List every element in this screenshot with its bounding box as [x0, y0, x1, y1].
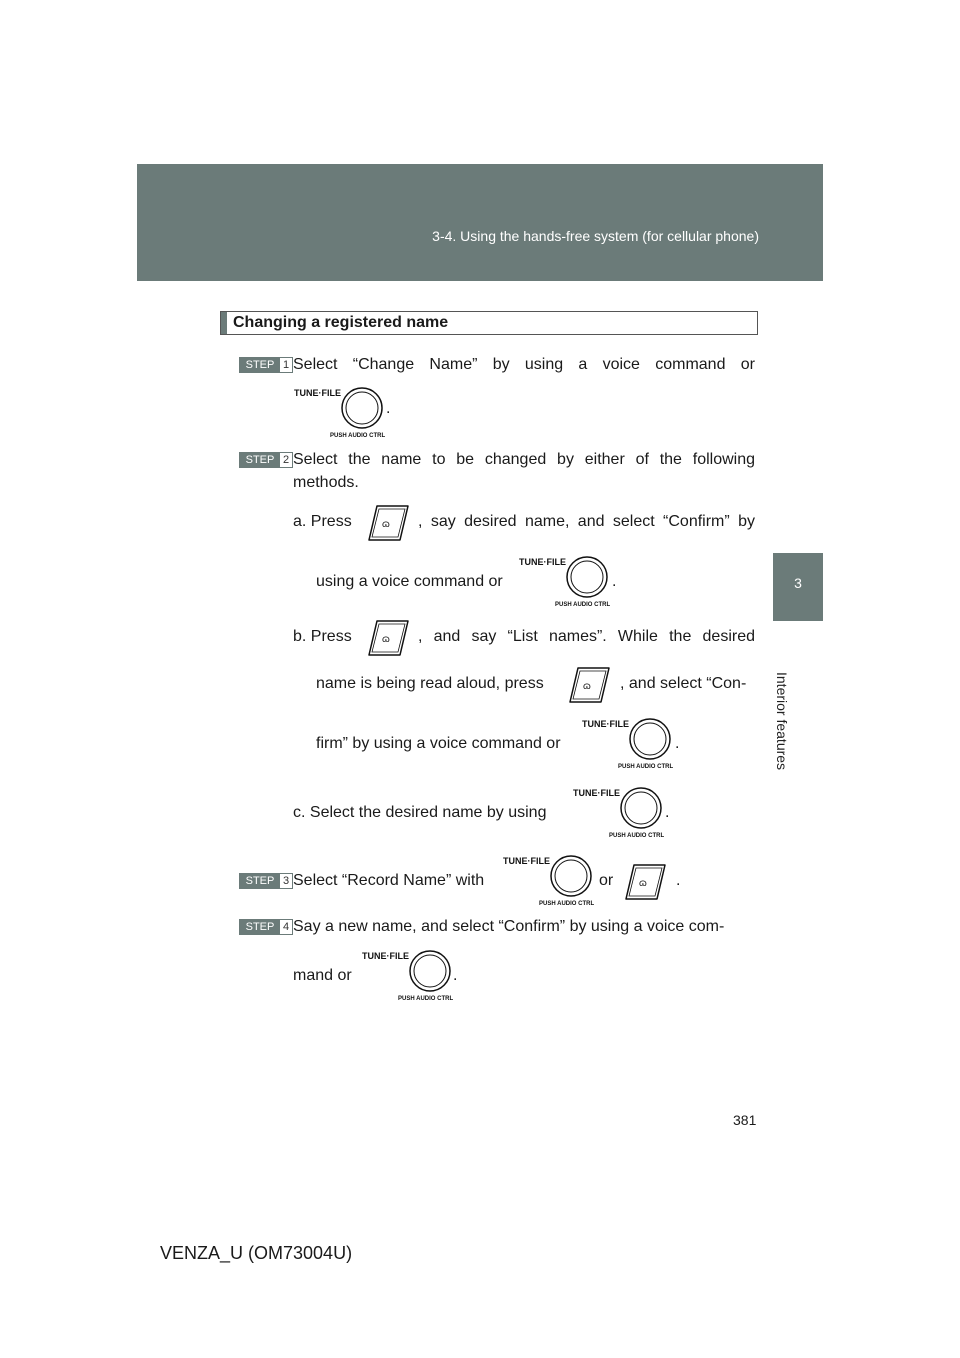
knob-bottom-label: PUSH AUDIO CTRL [539, 901, 595, 907]
step3-text-b: or [599, 872, 614, 889]
knob-top-label: TUNE·FILE [503, 856, 550, 866]
method-a-line1-pre: a. Press [293, 513, 352, 530]
heading-accent-bar [221, 312, 227, 334]
talk-switch-icon [365, 618, 411, 658]
step-label: STEP [240, 874, 280, 888]
step4-line2: mand or [293, 967, 352, 984]
method-c-line1: c. Select the desired name by using [293, 804, 547, 821]
section-heading [220, 311, 758, 335]
knob-bottom-label: PUSH AUDIO CTRL [330, 433, 386, 439]
step-badge-2 [239, 452, 293, 468]
method-a-line2: using a voice command or [316, 573, 503, 590]
method-a-line2-end: . [612, 573, 617, 590]
step-badge-1 [239, 357, 293, 373]
step3-text-c: . [676, 872, 681, 889]
footer-model-code: VENZA_U (OM73004U) [160, 1243, 353, 1263]
talk-switch-icon [566, 665, 612, 705]
step4-line2-end: . [453, 967, 458, 984]
section-title: 3-4. Using the hands-free system (for cellular phone) [432, 228, 759, 244]
talk-switch-icon [365, 503, 411, 543]
method-b-line3: firm” by using a voice command or [316, 735, 561, 752]
tune-file-knob-icon [292, 382, 390, 440]
tune-file-knob-icon [517, 551, 615, 609]
method-b-line2-pre: name is being read aloud, press [316, 675, 544, 692]
step4-line1: Say a new name, and select “Confirm” by using a voice com- [293, 918, 725, 935]
knob-top-label: TUNE·FILE [582, 719, 629, 729]
knob-bottom-label: PUSH AUDIO CTRL [618, 764, 674, 770]
step1-line2: . [386, 400, 391, 417]
step2-line2: methods. [293, 474, 359, 491]
knob-top-label: TUNE·FILE [573, 788, 620, 798]
svg-text:ɷ: ɷ [639, 878, 647, 889]
method-b-line1-post: , and say “List names”. While the desired [418, 628, 755, 645]
step2-line1: Select the name to be changed by either of the following [293, 451, 755, 468]
page-number: 381 [733, 1112, 757, 1128]
tune-file-knob-icon [501, 850, 599, 908]
talk-switch-icon [622, 862, 668, 902]
step1-line1: Select “Change Name” by using a voice command or [293, 356, 755, 373]
step-label: STEP [240, 453, 280, 467]
chapter-tab [773, 553, 823, 621]
step-number: 2 [280, 453, 292, 467]
step-label: STEP [240, 358, 280, 372]
method-b-line3-end: . [675, 735, 680, 752]
tune-file-knob-icon [360, 945, 458, 1003]
step-number: 1 [280, 358, 292, 372]
header-band [137, 164, 823, 281]
chapter-number: 3 [794, 575, 802, 591]
svg-text:ɷ: ɷ [382, 519, 390, 530]
tune-file-knob-icon [580, 713, 678, 771]
heading-text: Changing a registered name [233, 314, 449, 331]
step-badge-3 [239, 873, 293, 889]
knob-bottom-label: PUSH AUDIO CTRL [555, 602, 611, 608]
knob-bottom-label: PUSH AUDIO CTRL [609, 833, 665, 839]
tune-file-knob-icon [571, 782, 669, 840]
knob-top-label: TUNE·FILE [362, 951, 409, 961]
step-number: 3 [280, 874, 292, 888]
method-c-line1-end: . [665, 804, 670, 821]
method-b-line1-pre: b. Press [293, 628, 352, 645]
chapter-label: Interior features [774, 672, 790, 771]
step-label: STEP [240, 920, 280, 934]
method-b-line2-post: , and select “Con- [620, 675, 747, 692]
knob-bottom-label: PUSH AUDIO CTRL [398, 996, 454, 1002]
method-a-line1-post: , say desired name, and select “Confirm” by [418, 513, 755, 530]
knob-top-label: TUNE·FILE [519, 557, 566, 567]
svg-text:ɷ: ɷ [583, 681, 591, 692]
knob-top-label: TUNE·FILE [294, 388, 341, 398]
step3-text-a: Select “Record Name” with [293, 872, 485, 889]
step-number: 4 [280, 920, 292, 934]
step-badge-4 [239, 919, 293, 935]
svg-text:ɷ: ɷ [382, 634, 390, 645]
